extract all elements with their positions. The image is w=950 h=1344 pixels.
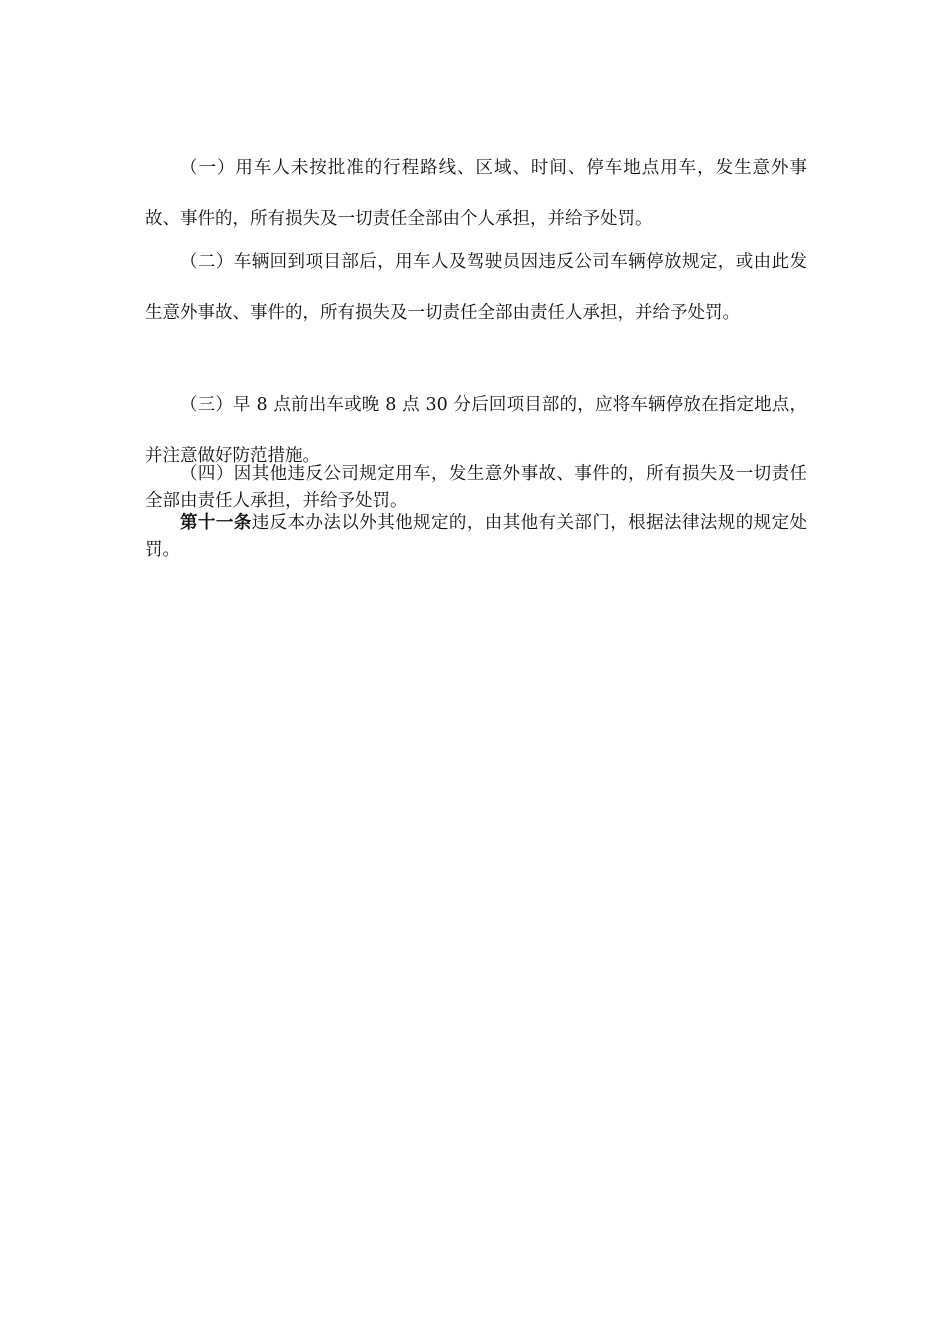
article-number: 第十一条 <box>180 513 252 533</box>
paragraph-item-3: （三）早 8 点前出车或晚 8 点 30 分后回项目部的，应将车辆停放在指定地点，并注意做好防范措施。 <box>145 395 807 466</box>
article-text: 违反本办法以外其他规定的，由其他有关部门，根据法律法规的规定处罚。 <box>145 513 808 560</box>
paragraph-item-4: （四）因其他违反公司规定用车，发生意外事故、事件的，所有损失及一切责任全部由责任人承担，并给予处罚。 <box>145 464 807 511</box>
paragraph-item-1: （一）用车人未按批准的行程路线、区域、时间、停车地点用车，发生意外事故、事件的，所有损失及一切责任全部由个人承担，并给予处罚。 <box>145 158 807 229</box>
paragraph-item-2: （二）车辆回到项目部后，用车人及驾驶员因违反公司车辆停放规定，或由此发生意外事故、事件的，所有损失及一切责任全部由责任人承担，并给予处罚。 <box>145 252 807 323</box>
article-eleven-paragraph <box>145 510 807 564</box>
